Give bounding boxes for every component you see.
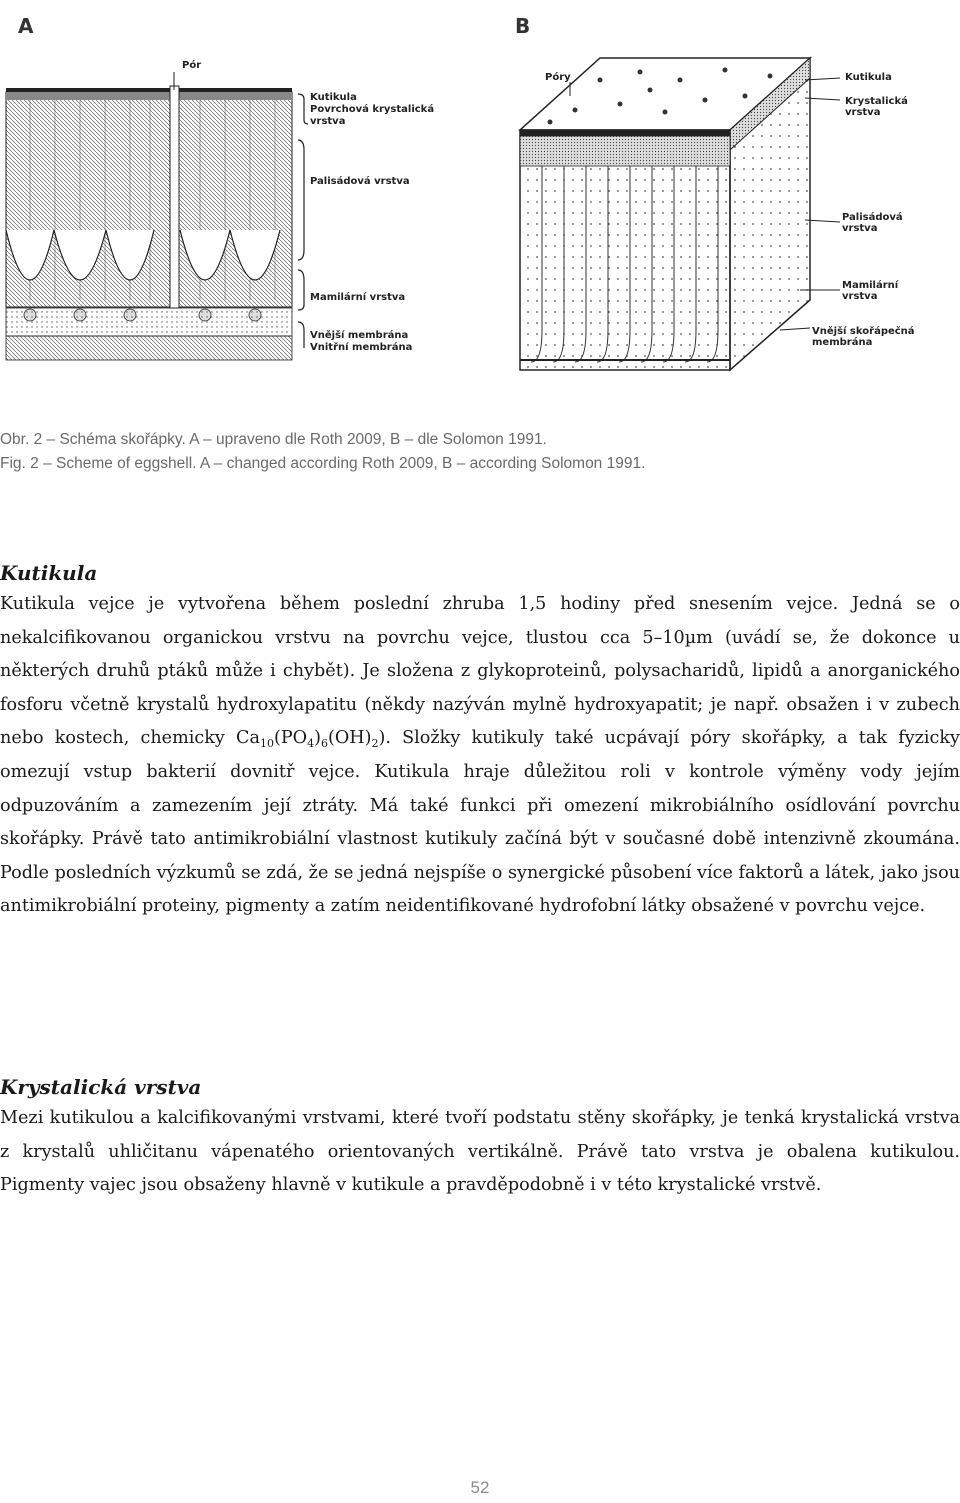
label-a-outer-membrane: Vnější membrána (310, 330, 409, 341)
eggshell-figure (0, 0, 960, 400)
panel-b-letter: B (515, 14, 531, 38)
formula-text: (PO (273, 728, 308, 749)
label-b-palisade-2: vrstva (842, 223, 878, 234)
formula-subscript: 2 (371, 737, 379, 751)
caption-english: Fig. 2 – Scheme of eggshell. A – changed according Roth 2009, B – according Solomon 1991. (0, 455, 646, 472)
label-b-shell-membrane-1: Vnější skořápečná (812, 326, 915, 337)
label-pore: Pór (182, 60, 202, 71)
paragraph-text-1: Kutikula vejce je vytvořena během poslední zhruba 1,5 hodiny před snesením vejce. Jedná se o nekalcifikovanou organickou vrstvu na povrchu vejce, tlustou cca 5–10µm (uvádí se, že dokonce u některých druhů ptáků může i chybět). Je složena z glykoproteinů, polysacharidů, lipidů a anorganického fosforu včetně krystalů hydroxylapatitu (někdy nazýván mylně hydroxyapatit; je např. obsažen i v zubech nebo kostech, chemicky Ca (0, 594, 960, 749)
label-b-mamillary-1: Mamilární (842, 280, 899, 291)
formula-text: (OH) (328, 728, 372, 749)
panel-a-letter: A (18, 14, 34, 38)
formula-subscript: 4 (307, 737, 315, 751)
label-a-inner-membrane: Vnitřní membrána (310, 342, 413, 353)
panel-b-diagram (480, 0, 960, 400)
section-heading: Krystalická vrstva (0, 1075, 202, 1099)
section-paragraph: Mezi kutikulou a kalcifikovanými vrstvami, které tvoří podstatu stěny skořápky, je tenká krystalická vrstva z krystalů uhličitanu vápenatého orientovaných vertikálně. Právě tato vrstva je obalena kutikulou. Pigmenty vajec jsou obsaženy hlavně v kutikule a pravděpodobně i v této krystalické vrstvě. (0, 1108, 960, 1196)
label-b-pores: Póry (545, 72, 571, 83)
formula-subscript: 6 (321, 737, 328, 751)
label-b-palisade-1: Palisádová (842, 212, 903, 223)
label-a-cuticle: Kutikula (310, 92, 357, 103)
section-heading: Kutikula (0, 561, 98, 585)
label-b-cuticle: Kutikula (845, 72, 892, 83)
formula-subscript: 10 (259, 737, 274, 751)
label-b-crystal-2: vrstva (845, 107, 881, 118)
label-a-mamillary: Mamilární vrstva (310, 292, 406, 303)
section-paragraph (0, 588, 960, 924)
label-b-crystal-1: Krystalická (845, 96, 908, 107)
section-krystalicka-vrstva (0, 1072, 960, 1203)
label-b-shell-membrane-2: membrána (812, 337, 873, 348)
label-a-palisade: Palisádová vrstva (310, 176, 410, 187)
caption-czech: Obr. 2 – Schéma skořápky. A – upraveno dle Roth 2009, B – dle Solomon 1991. (0, 431, 547, 448)
section-kutikula (0, 558, 960, 924)
figure-caption (0, 428, 900, 476)
page-number: 52 (470, 1478, 490, 1497)
paragraph-text-2: ). Složky kutikuly také ucpávají póry skořápky, a tak fyzicky omezují vstup bakterií dovnitř vejce. Kutikula hraje důležitou roli v kontrole výměny vody jejím odpuzováním a zamezením její ztráty. Má také funkci při omezení mikrobiálního osídlování povrchu skořápky. Právě tato antimikrobiální vlastnost kutikuly začíná být v současné době intenzivně zkoumána. Podle posledních výzkumů se zdá, že se jedná nejspíše o synergické působení více faktorů a látek, jako jsou antimikrobiální proteiny, pigmenty a zatím neidentifikované hydrofobní látky obsažené v povrchu vejce. (0, 728, 960, 917)
label-b-mamillary-2: vrstva (842, 291, 878, 302)
label-a-surface-crystal: Povrchová krystalická (310, 104, 435, 115)
formula-text: ) (314, 728, 321, 749)
label-a-surface-crystal-2: vrstva (310, 116, 346, 127)
